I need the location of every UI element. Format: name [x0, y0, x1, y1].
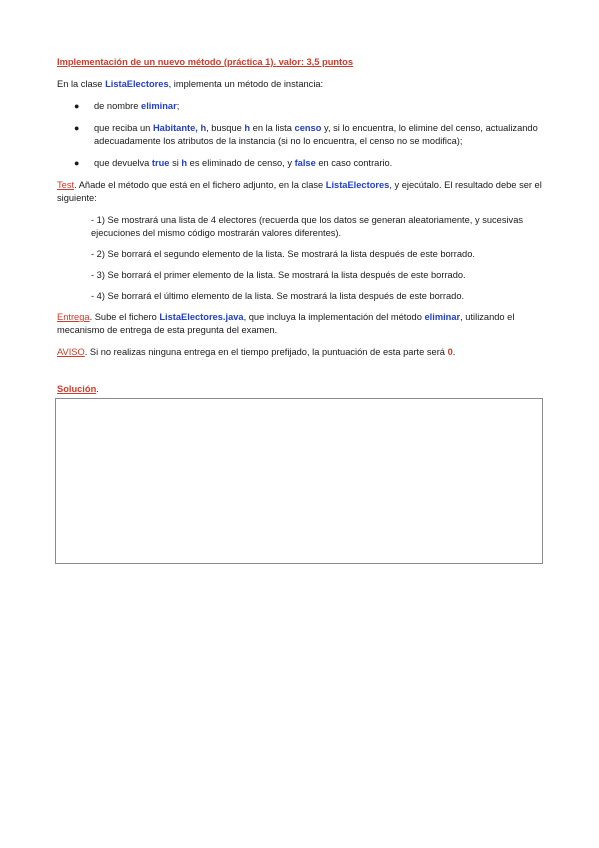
test-step-2: - 2) Se borrará el segundo elemento de la lista. Se mostrará la lista después de este borrado. [91, 249, 475, 259]
zero-score: 0 [447, 347, 453, 357]
solution-answer-box[interactable] [55, 398, 543, 564]
requirements-list [57, 100, 547, 170]
list-item: ● de nombre eliminar; [74, 101, 180, 111]
test-step-3: - 3) Se borrará el primer elemento de la lista. Se mostrará la lista después de este borrado. [91, 270, 466, 280]
bullet-icon: ● [74, 158, 80, 168]
aviso-label: AVISO [57, 347, 85, 357]
aviso-paragraph: AVISO. Si no realizas ninguna entrega en el tiempo prefijado, la puntuación de esta parte será 0. [57, 347, 456, 357]
test-step-4: - 4) Se borrará el último elemento de la lista. Se mostrará la lista después de este borrado. [91, 291, 465, 301]
class-name: ListaElectores [105, 79, 169, 89]
entrega-label: Entrega [57, 312, 90, 322]
file-name: ListaElectores.java [159, 312, 244, 322]
test-label: Test [57, 180, 75, 190]
exam-question [57, 56, 547, 402]
list-item: ● que reciba un Habitante, h, busque h en la lista censo y, si lo encuentra, lo elimine del censo, actualizando adecuadamente los atributos de la instancia (si no lo encuentra, el censo no se modifica); [74, 123, 538, 146]
solution-heading: Solución. [57, 384, 99, 394]
test-step-1: - 1) Se mostrará una lista de 4 electores (recuerda que los datos se generan aleatoriamente, y sucesivas ejecuciones del mismo código mostrarán valores diferentes). [91, 215, 524, 238]
bullet-icon: ● [74, 101, 80, 111]
intro-paragraph: En la clase ListaElectores, implementa un método de instancia: [57, 79, 324, 89]
bullet-icon: ● [74, 123, 80, 133]
list-item: ● que devuelva true si h es eliminado de censo, y false en caso contrario. [74, 158, 393, 168]
question-title: Implementación de un nuevo método (práctica 1). valor: 3,5 puntos [57, 57, 354, 67]
entrega-paragraph: Entrega. Sube el fichero ListaElectores.java, que incluya la implementación del método eliminar, utilizando el mecanismo de entrega de esta pregunta del examen. [57, 312, 515, 335]
test-paragraph: Test. Añade el método que está en el fichero adjunto, en la clase ListaElectores, y ejecútalo. El resultado debe ser el siguiente: [57, 180, 542, 203]
